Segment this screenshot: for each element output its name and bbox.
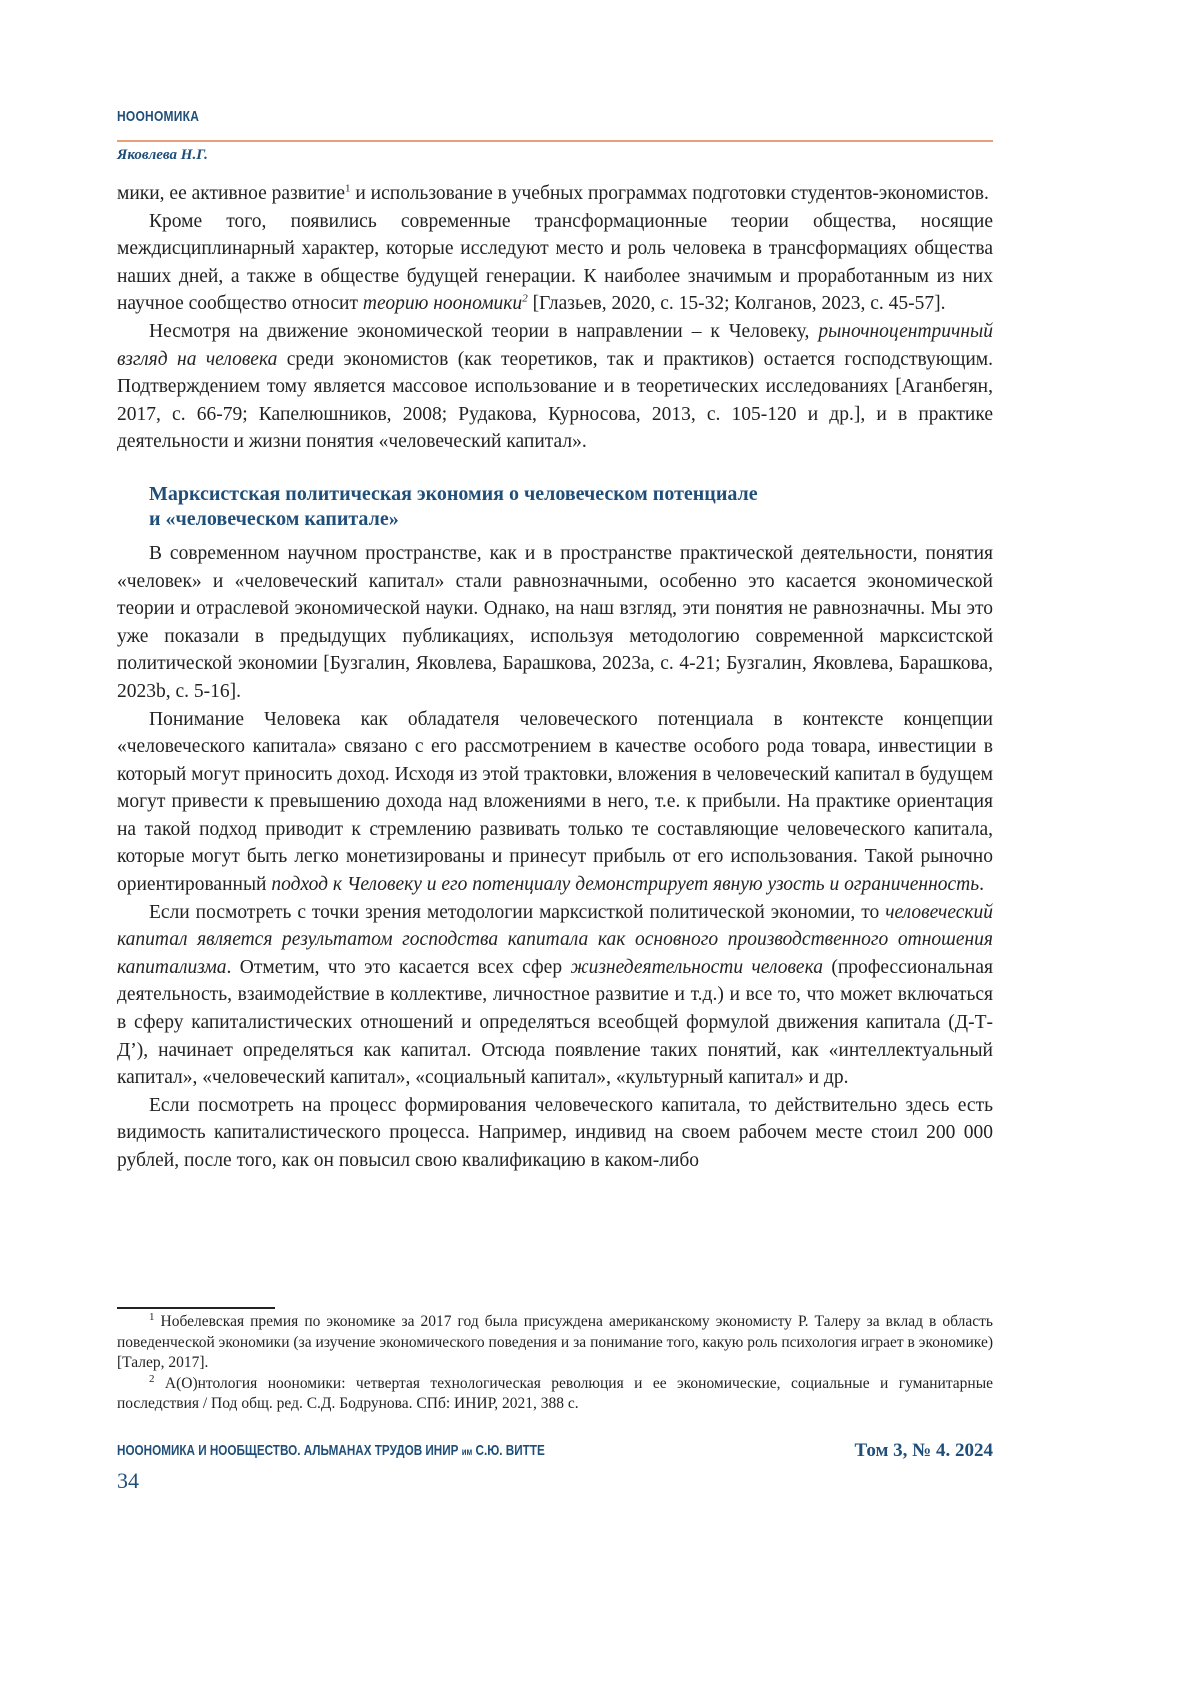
- article-body: [117, 180, 993, 1175]
- footnote: 2 А(О)нтология ноономики: четвертая технологическая революция и ее экономические, социальные и гуманитарные последствия / Под общ. ред. С.Д. Бодрунова. СПб: ИНИР, 2021, 388 с.: [117, 1374, 993, 1415]
- paragraph: мики, ее активное развитие1 и использование в учебных программах подготовки студентов-экономистов.: [117, 180, 993, 208]
- footer-issue: Том 3, № 4. 2024: [855, 1440, 994, 1462]
- paragraph: Понимание Человека как обладателя человеческого потенциала в контексте концепции «человеческого капитала» связано с его рассмотрением в качестве особого рода товара, инвестиции в который могут приносить доход. Исходя из этой трактовки, вложения в человеческий капитал в будущем могут привести к превышению дохода над вложениями в него, т.е. к прибыли. На практике ориентация на такой подход приводит к стремлению развивать только те составляющие человеческого капитала, которые могут быть легко монетизированы и принесут прибыль от его использования. Такой рыночно ориентированный подход к Человеку и его потенциалу демонстрирует явную узость и ограниченность.: [117, 706, 993, 899]
- paragraph: Кроме того, появились современные трансформационные теории общества, носящие междисциплинарный характер, которые исследуют место и роль человека в трансформациях общества наших дней, а также в обществе будущей генерации. К наиболее значимым и проработанным из них научное сообщество относит теорию ноономики2 [Глазьев, 2020, с. 15-32; Колганов, 2023, с. 45-57].: [117, 208, 993, 318]
- footer-journal-title: НООНОМИКА И НООБЩЕСТВО. АЛЬМАНАХ ТРУДОВ ИНИР им С.Ю. ВИТТЕ: [117, 1442, 545, 1459]
- header-divider: [117, 140, 993, 142]
- running-header-author: Яковлева Н.Г.: [117, 147, 208, 164]
- paragraph: Если посмотреть на процесс формирования человеческого капитала, то действительно здесь есть видимость капиталистического процесса. Например, индивид на своем рабочем месте стоил 200 000 рублей, после того, как он повысил свою квалификацию в каком-либо: [117, 1092, 993, 1175]
- running-header-journal: НООНОМИКА: [117, 108, 199, 125]
- footnote-divider: [117, 1307, 275, 1309]
- paragraph: Если посмотреть с точки зрения методологии марксисткой политической экономии, то человеческий капитал является результатом господства капитала как основного производственного отношения капитализма. Отметим, что это касается всех сфер жизнедеятельности человека (профессиональная деятельность, взаимодействие в коллективе, личностное развитие и т.д.) и все то, что может включаться в сферу капиталистических отношений и определяться всеобщей формулой движения капитала (Д-Т-Д’), начинает определяться как капитал. Отсюда появление таких понятий, как «интеллектуальный капитал», «человеческий капитал», «социальный капитал», «культурный капитал» и др.: [117, 899, 993, 1092]
- paragraph: В современном научном пространстве, как и в пространстве практической деятельности, понятия «человек» и «человеческий капитал» стали равнозначными, особенно это касается экономической теории и отраслевой экономической науки. Однако, на наш взгляд, эти понятия не равнозначны. Мы это уже показали в предыдущих публикациях, используя методологию современной марксистской политической экономии [Бузгалин, Яковлева, Барашкова, 2023a, с. 4-21; Бузгалин, Яковлева, Барашкова, 2023b, с. 5-16].: [117, 540, 993, 706]
- footnote-ref[interactable]: 2: [522, 293, 528, 305]
- page-number: 34: [117, 1468, 139, 1494]
- footnote: 1 Нобелевская премия по экономике за 2017 год была присуждена американскому экономисту Р. Талеру за вклад в область поведенческой экономики (за изучение экономического поведения и за понимание того, какую роль психология играет в экономике) [Талер, 2017].: [117, 1312, 993, 1374]
- paragraph: Несмотря на движение экономической теории в направлении – к Человеку, рыночноцентричный взгляд на человека среди экономистов (как теоретиков, так и практиков) остается господствующим. Подтверждением тому является массовое использование и в теоретических исследованиях [Аганбегян, 2017, с. 66-79; Капелюшников, 2008; Рудакова, Курносова, 2013, с. 105-120 и др.], и в практике деятельности и жизни понятия «человеческий капитал».: [117, 318, 993, 456]
- section-heading: Марксистская политическая экономия о человеческом потенциале и «человеческом капитале»: [149, 482, 993, 532]
- footnotes: [117, 1312, 993, 1415]
- footnote-ref[interactable]: 1: [345, 183, 351, 195]
